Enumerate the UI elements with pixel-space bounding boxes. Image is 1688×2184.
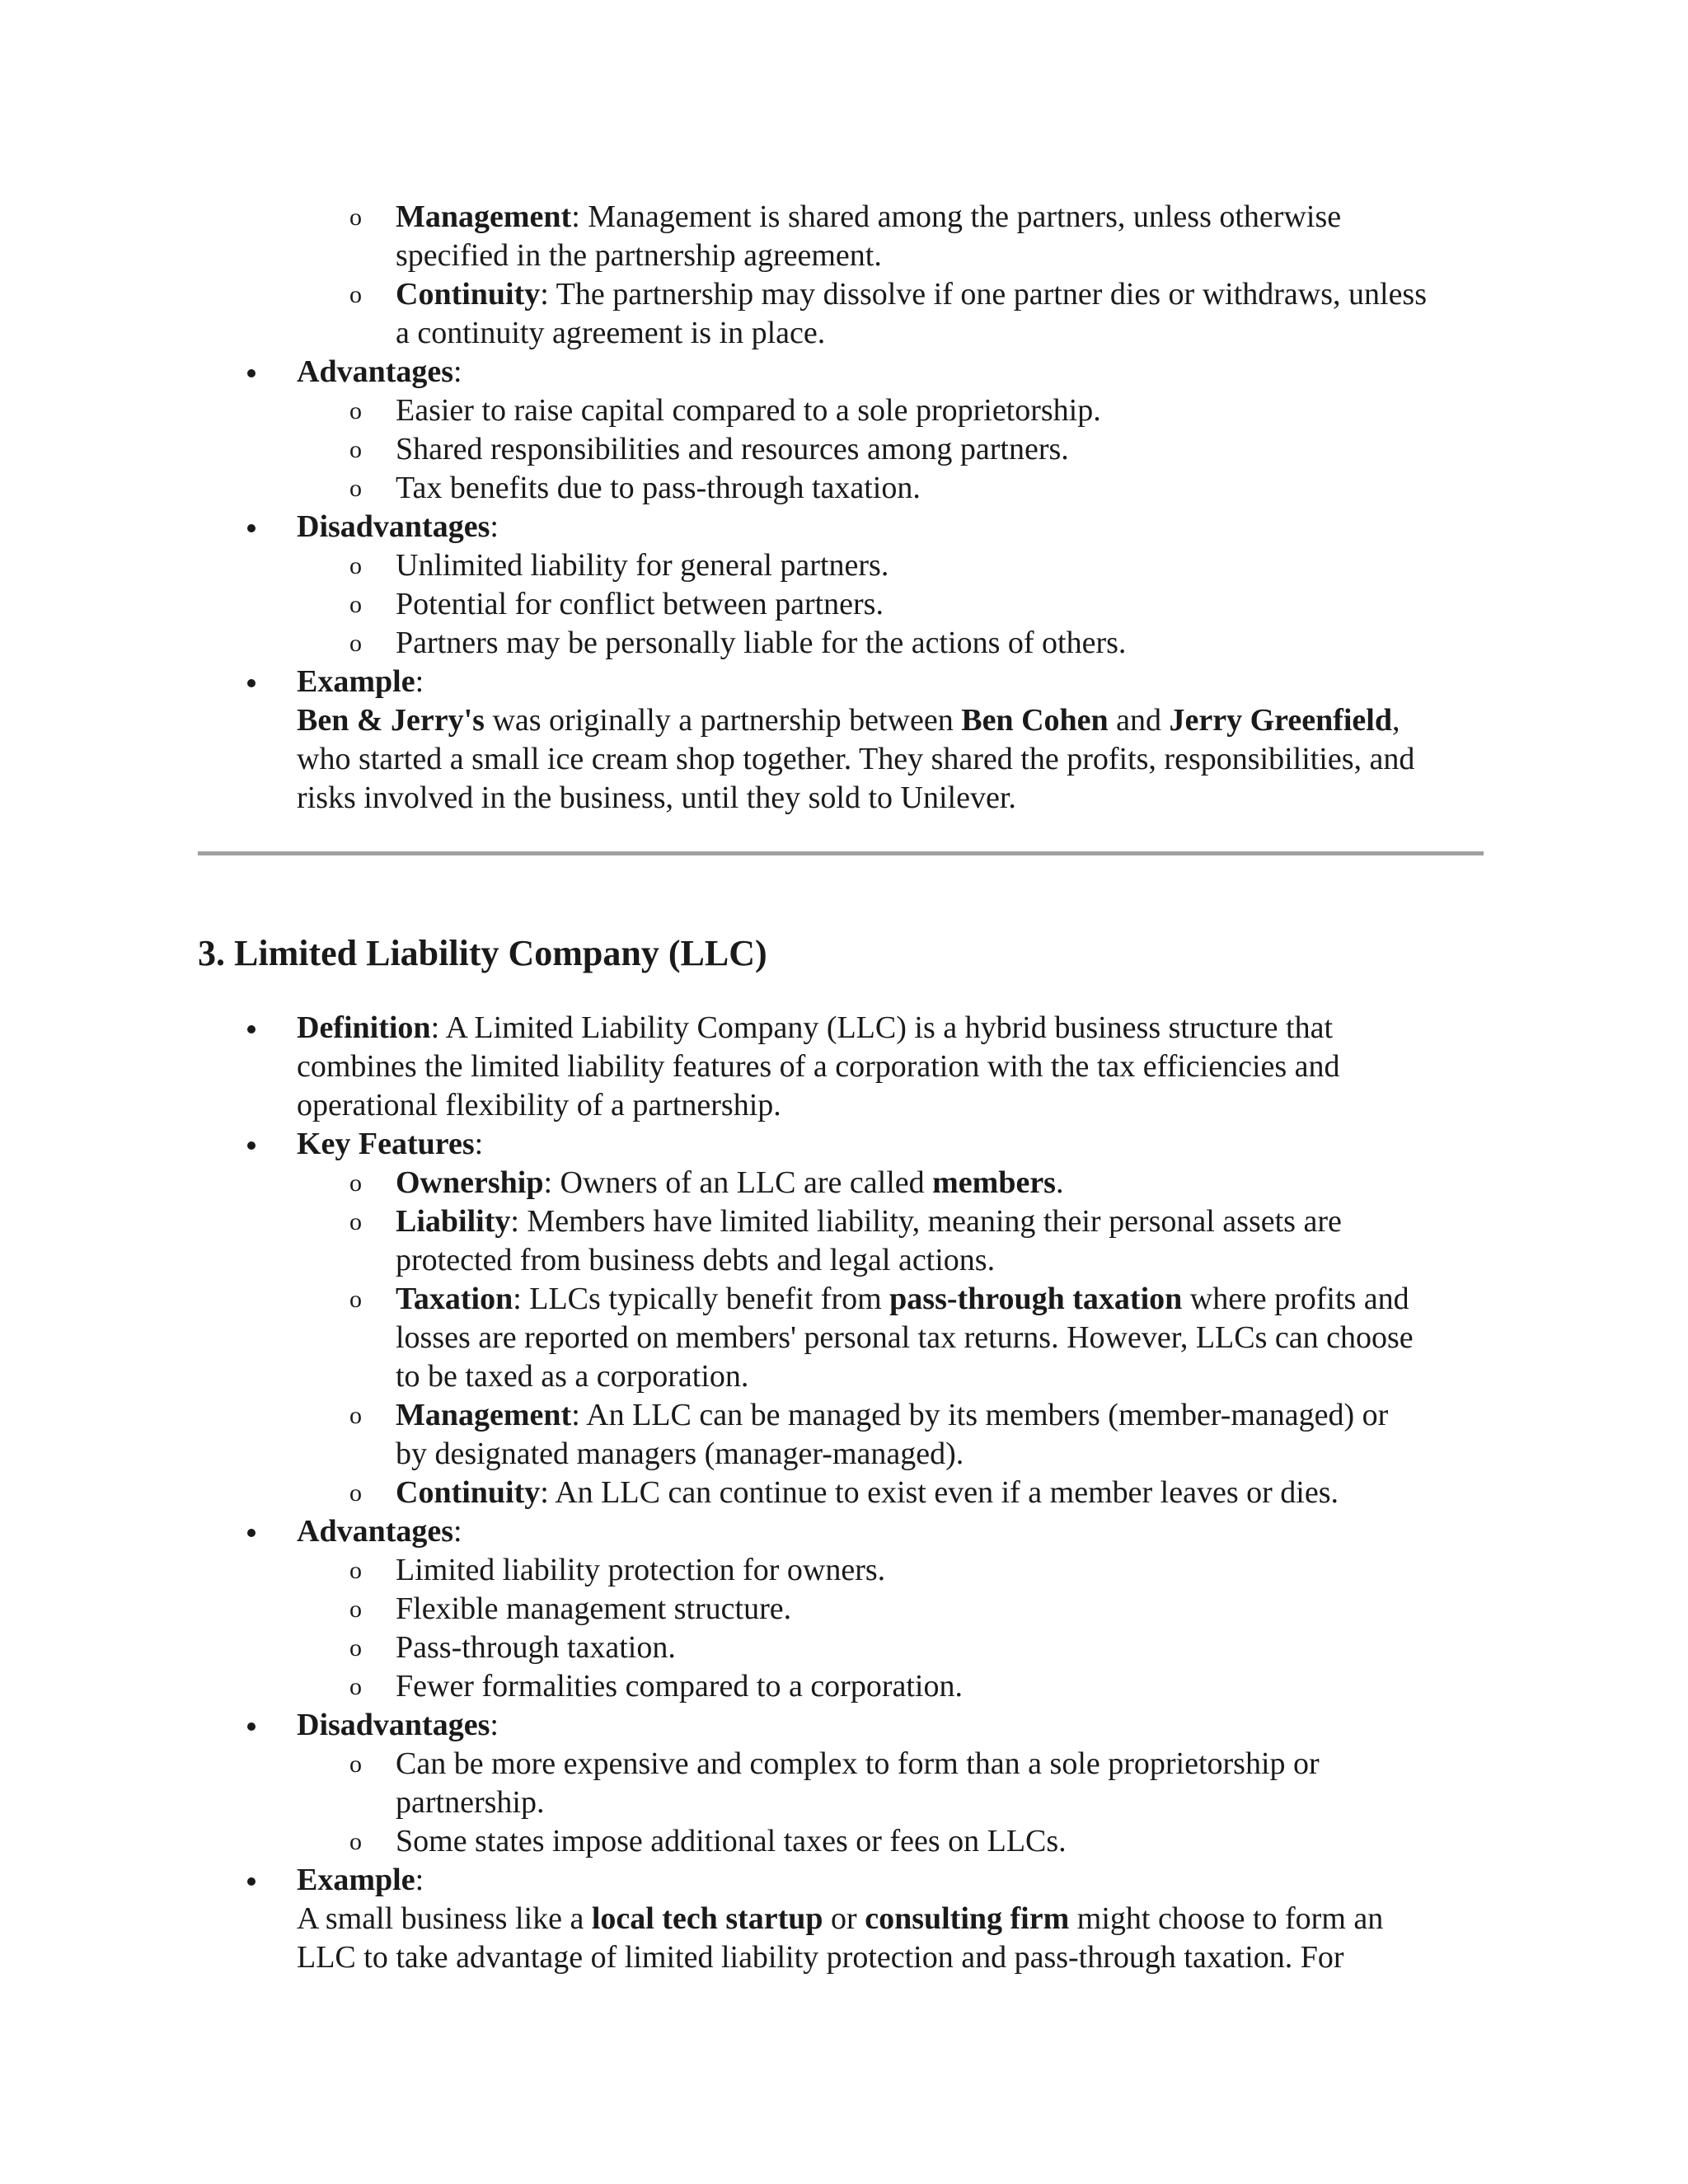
list-item: Can be more expensive and complex to form than a sole proprietorship or [396, 1746, 1320, 1781]
section-heading: 3. Limited Liability Company (LLC) [198, 933, 767, 973]
list-item: Fewer formalities compared to a corporation. [396, 1669, 963, 1704]
section-label: Advantages: [297, 354, 462, 389]
section-label: Key Features: [297, 1127, 484, 1161]
definition-text: combines the limited liability features of a corporation with the tax efficiencies and [297, 1049, 1340, 1084]
disc-bullet-icon [247, 353, 257, 391]
circle-bullet-icon: o [349, 1596, 362, 1623]
disc-bullet-icon [247, 1125, 257, 1164]
disc-bullet-icon [247, 1706, 257, 1745]
example-text: risks involved in the business, until they sold to Unilever. [297, 780, 1016, 815]
circle-bullet-icon: o [349, 1634, 362, 1661]
list-item: Partners may be personally liable for the actions of others. [396, 626, 1127, 660]
list-item: Shared responsibilities and resources among partners. [396, 432, 1069, 466]
circle-bullet-icon: o [349, 552, 362, 579]
list-item-continuation: a continuity agreement is in place. [396, 316, 826, 350]
list-item: Potential for conflict between partners. [396, 587, 884, 621]
list-item: Continuity: The partnership may dissolve if one partner dies or withdraws, unless [396, 277, 1428, 312]
list-item: Ownership: Owners of an LLC are called members. [396, 1165, 1064, 1200]
list-item: Unlimited liability for general partners. [396, 548, 889, 583]
circle-bullet-icon: o [349, 1673, 362, 1700]
list-item-continuation: protected from business debts and legal actions. [396, 1243, 996, 1277]
list-item-continuation: to be taxed as a corporation. [396, 1359, 749, 1394]
section-label: Disadvantages: [297, 1708, 499, 1742]
example-text: who started a small ice cream shop together. They shared the profits, responsibilities, and [297, 742, 1415, 776]
circle-bullet-icon: o [349, 591, 362, 618]
section-label: Advantages: [297, 1514, 462, 1549]
circle-bullet-icon: o [349, 1750, 362, 1778]
circle-bullet-icon: o [349, 1479, 362, 1507]
example-text: A small business like a local tech startup or consulting firm might choose to form an [297, 1901, 1384, 1936]
circle-bullet-icon: o [349, 1402, 362, 1429]
circle-bullet-icon: o [349, 1169, 362, 1197]
section-label: Disadvantages: [297, 509, 499, 544]
list-item: Flexible management structure. [396, 1591, 792, 1626]
circle-bullet-icon: o [349, 1208, 362, 1235]
disc-bullet-icon [247, 663, 257, 701]
list-item: Management: An LLC can be managed by its members (member-managed) or [396, 1398, 1389, 1432]
section-label: Example: [297, 1863, 424, 1897]
circle-bullet-icon: o [349, 436, 362, 463]
circle-bullet-icon: o [349, 475, 362, 502]
list-item-continuation: specified in the partnership agreement. [396, 238, 882, 273]
definition-text: Definition: A Limited Liability Company (LLC) is a hybrid business structure that [297, 1010, 1334, 1045]
list-item: Taxation: LLCs typically benefit from pass-through taxation where profits and [396, 1282, 1409, 1316]
list-item-continuation: losses are reported on members' personal tax returns. However, LLCs can choose [396, 1320, 1414, 1355]
list-item-continuation: by designated managers (manager-managed). [396, 1436, 964, 1471]
disc-bullet-icon [247, 508, 257, 546]
section-label: Example: [297, 664, 424, 699]
list-item: Continuity: An LLC can continue to exist even if a member leaves or dies. [396, 1475, 1339, 1510]
circle-bullet-icon: o [349, 397, 362, 424]
example-text: LLC to take advantage of limited liability protection and pass-through taxation. For [297, 1940, 1344, 1975]
list-item: Pass-through taxation. [396, 1630, 676, 1665]
definition-text: operational flexibility of a partnership. [297, 1088, 781, 1122]
list-item-continuation: partnership. [396, 1785, 545, 1820]
disc-bullet-icon [247, 1512, 257, 1551]
circle-bullet-icon: o [349, 1557, 362, 1584]
circle-bullet-icon: o [349, 1286, 362, 1313]
circle-bullet-icon: o [349, 1828, 362, 1855]
disc-bullet-icon [247, 1009, 257, 1047]
circle-bullet-icon: o [349, 204, 362, 231]
list-item: Easier to raise capital compared to a sole proprietorship. [396, 393, 1101, 428]
disc-bullet-icon [247, 1861, 257, 1900]
list-item: Management: Management is shared among the partners, unless otherwise [396, 199, 1342, 234]
horizontal-divider [198, 851, 1484, 855]
list-item: Some states impose additional taxes or fees on LLCs. [396, 1824, 1067, 1858]
example-text: Ben & Jerry's was originally a partnership between Ben Cohen and Jerry Greenfield, [297, 703, 1400, 738]
circle-bullet-icon: o [349, 281, 362, 308]
list-item: Limited liability protection for owners. [396, 1553, 886, 1587]
list-item: Tax benefits due to pass-through taxation. [396, 471, 921, 505]
circle-bullet-icon: o [349, 630, 362, 657]
list-item: Liability: Members have limited liability, meaning their personal assets are [396, 1204, 1342, 1239]
